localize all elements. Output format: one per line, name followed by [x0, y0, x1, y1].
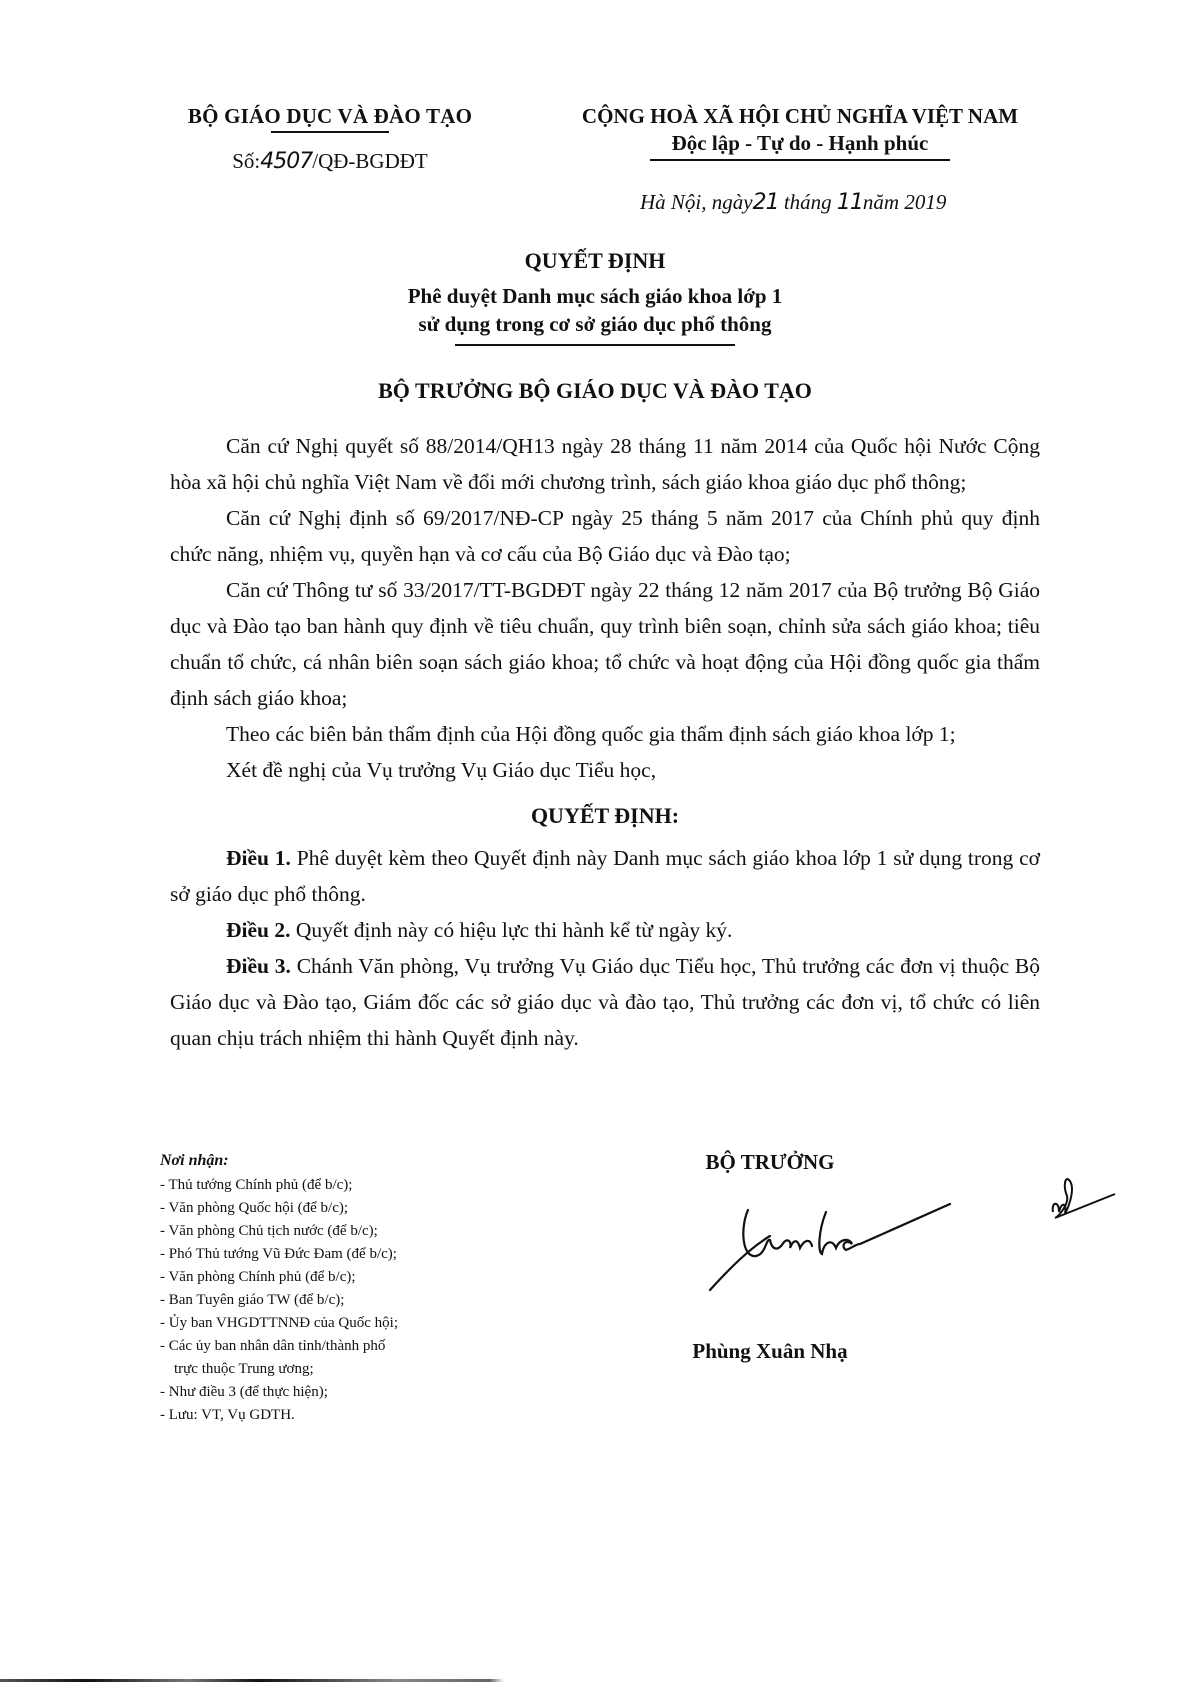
national-header-block	[530, 104, 1070, 161]
authority-heading: BỘ TRƯỞNG BỘ GIÁO DỤC VÀ ĐÀO TẠO	[378, 378, 812, 403]
article-label: Điều 1.	[226, 846, 291, 870]
recipient-item: - Các ủy ban nhân dân tỉnh/thành phố	[160, 1338, 386, 1354]
recipient-item: - Văn phòng Quốc hội (để b/c);	[160, 1200, 349, 1216]
date-month-handwritten: 11	[836, 190, 863, 215]
nation-name: CỘNG HOÀ XÃ HỘI CHỦ NGHĨA VIỆT NAM	[581, 104, 1019, 128]
signer-title: BỘ TRƯỞNG	[705, 1150, 835, 1174]
recipients-list	[160, 1174, 540, 1427]
subject-line-2: sử dụng trong cơ sở giáo dục phổ thông	[418, 312, 772, 336]
article-1	[170, 840, 1040, 912]
article-text: Phê duyệt kèm theo Quyết định này Danh mục sách giáo khoa lớp 1 sử dụng trong cơ sở giáo dục phổ thông.	[170, 846, 1041, 906]
motto-underline	[650, 159, 950, 161]
document-number	[160, 149, 500, 174]
date-month-label: tháng	[783, 190, 832, 214]
document-body	[170, 428, 1040, 1056]
recipient-item: - Ban Tuyên giáo TW (để b/c);	[160, 1292, 345, 1308]
preamble-paragraph: Căn cứ Nghị quyết số 88/2014/QH13 ngày 28 tháng 11 năm 2014 của Quốc hội Nước Cộng hòa xã hội chủ nghĩa Việt Nam về đổi mới chương trình, sách giáo khoa giáo dục phổ thông;	[170, 434, 1040, 494]
preamble-paragraph: Căn cứ Nghị định số 69/2017/NĐ-CP ngày 25 tháng 5 năm 2017 của Chính phủ quy định chức năng, nhiệm vụ, quyền hạn và cơ cấu của Bộ Giáo dục và Đào tạo;	[170, 506, 1040, 566]
number-suffix: /QĐ-BGDĐT	[312, 149, 428, 173]
preamble-paragraph: Theo các biên bản thẩm định của Hội đồng quốc gia thẩm định sách giáo khoa lớp 1;	[226, 722, 956, 746]
decision-heading: QUYẾT ĐỊNH	[524, 248, 666, 273]
article-label: Điều 3.	[226, 954, 291, 978]
number-handwritten: 4507	[260, 149, 313, 174]
number-prefix: Số:	[232, 149, 261, 173]
recipient-item: - Lưu: VT, Vụ GDTH.	[160, 1407, 295, 1423]
article-label: Điều 2.	[226, 918, 291, 942]
initial-mark-icon	[1045, 1172, 1125, 1232]
recipient-item: - Thủ tướng Chính phủ (để b/c);	[160, 1177, 353, 1193]
recipient-item: - Phó Thủ tướng Vũ Đức Đam (để b/c);	[160, 1246, 397, 1262]
decision-subject	[0, 282, 1190, 338]
recipient-item: - Văn phòng Chủ tịch nước (để b/c);	[160, 1223, 378, 1239]
article-3	[170, 948, 1040, 1056]
issuing-agency-block	[160, 104, 500, 174]
recipient-item: - Ủy ban VHGDTTNNĐ của Quốc hội;	[160, 1315, 399, 1331]
national-motto: Độc lập - Tự do - Hạnh phúc	[671, 131, 929, 155]
recipient-item: - Văn phòng Chính phủ (để b/c);	[160, 1269, 356, 1285]
signer-name: Phùng Xuân Nhạ	[692, 1339, 848, 1363]
agency-underline	[271, 131, 389, 133]
recipient-item: - Như điều 3 (để thực hiện);	[160, 1384, 328, 1400]
article-2	[170, 912, 1040, 948]
decision-title-block	[0, 248, 1190, 346]
subject-line-1: Phê duyệt Danh mục sách giáo khoa lớp 1	[407, 284, 783, 308]
decision-section-heading: QUYẾT ĐỊNH:	[530, 803, 680, 828]
preamble-paragraph: Xét đề nghị của Vụ trưởng Vụ Giáo dục Tiểu học,	[226, 758, 657, 782]
preamble-paragraph: Căn cứ Thông tư số 33/2017/TT-BGDĐT ngày 22 tháng 12 năm 2017 của Bộ trưởng Bộ Giáo dục và Đào tạo ban hành quy định về tiêu chuẩn, quy trình biên soạn, chỉnh sửa sách giáo khoa; tiêu chuẩn tổ chức, cá nhân biên soạn sách giáo khoa; tổ chức và hoạt động của Hội đồng quốc gia thẩm định sách giáo khoa;	[170, 578, 1040, 710]
agency-name: BỘ GIÁO DỤC VÀ ĐÀO TẠO	[187, 104, 473, 128]
date-year: năm 2019	[862, 190, 947, 214]
date-place: Hà Nội, ngày	[640, 190, 753, 214]
title-underline	[455, 344, 735, 346]
article-text: Quyết định này có hiệu lực thi hành kể từ ngày ký.	[295, 918, 733, 942]
document-date	[640, 190, 946, 215]
handwritten-signature-icon	[700, 1198, 960, 1308]
recipient-item: trực thuộc Trung ương;	[174, 1361, 314, 1377]
article-text: Chánh Văn phòng, Vụ trưởng Vụ Giáo dục Tiểu học, Thủ trưởng các đơn vị thuộc Bộ Giáo dục và Đào tạo, Giám đốc các sở giáo dục và đào tạo, Thủ trưởng các đơn vị, tổ chức có liên quan chịu trách nhiệm thi hành Quyết định này.	[170, 954, 1041, 1050]
recipients-block	[160, 1152, 540, 1427]
date-day-handwritten: 21	[752, 190, 779, 215]
recipients-heading: Nơi nhận:	[160, 1152, 229, 1169]
